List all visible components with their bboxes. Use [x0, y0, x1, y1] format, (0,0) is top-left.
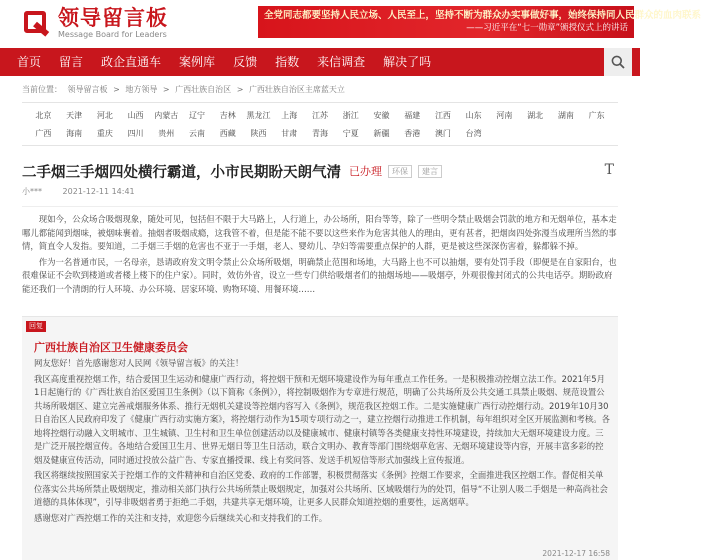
region-link[interactable]: 黑龙江	[246, 111, 271, 120]
breadcrumb-link-local-leaders[interactable]: 地方领导	[125, 85, 158, 94]
region-link[interactable]: 澳门	[434, 129, 451, 138]
nav-item-message[interactable]: 留言	[59, 55, 84, 69]
region-link[interactable]: 安徽	[373, 111, 390, 120]
logo-name: 领导留言板	[58, 6, 168, 30]
reply-badge: 回复	[26, 321, 46, 332]
region-link[interactable]: 河南	[496, 111, 513, 120]
search-icon	[611, 55, 625, 69]
region-link[interactable]: 香港	[404, 129, 421, 138]
reply-time: 2021-12-17 16:58	[542, 549, 610, 558]
site-logo[interactable]	[22, 6, 168, 40]
breadcrumb-separator: >	[113, 85, 120, 94]
region-link[interactable]: 北京	[35, 111, 52, 120]
region-link[interactable]: 上海	[281, 111, 298, 120]
post-time: 2021-12-11 14:41	[62, 187, 135, 196]
region-link[interactable]: 云南	[189, 129, 206, 138]
nav-item-survey[interactable]: 来信调查	[317, 55, 366, 69]
reply-body	[34, 357, 610, 527]
post-header	[22, 160, 618, 182]
region-link[interactable]: 重庆	[96, 129, 113, 138]
reply-paragraph: 网友您好！首先感谢您对人民网《领导留言板》的关注！	[34, 358, 244, 368]
region-link[interactable]: 内蒙古	[154, 111, 179, 120]
post-author: 小***	[22, 187, 42, 196]
region-link[interactable]: 陕西	[250, 129, 267, 138]
logo-icon	[22, 8, 52, 38]
region-link[interactable]: 江西	[434, 111, 451, 120]
region-link[interactable]: 西藏	[219, 129, 236, 138]
region-list	[22, 102, 618, 146]
region-link[interactable]: 广东	[588, 111, 605, 120]
region-link[interactable]: 天津	[66, 111, 83, 120]
quote-banner	[258, 6, 701, 38]
tag-environment[interactable]: 环保	[388, 165, 412, 178]
reply-paragraph: 我区高度重视控烟工作，结合爱国卫生运动和健康广西行动，将控烟干预和无烟环境建设作为每年重点工作任务。一是积极推动控烟立法工作。2021年5月1日起施行的《广西壮族自治区爱国卫生条例》（以下简称《条例》），将控制吸烟作为专章进行规范，明确了公共场所及公共交通工具禁止吸烟、规范设置公共场所吸烟区、建立完善戒烟服务体系、推行无烟机关建设等控烟内容写入《条例》，规范我区控烟工作。二是实施健康广西行动控烟行动。2019年10月30日自治区人民政府印发了《健康广西行动实施方案》，将控烟行动作为15项专项行动之一，建立控烟行动推进工作机制，每年组织对全区开展监测和考核。各地将控烟行动融入文明城市、卫生城镇、卫生村和卫生单位创建活动以及健康城市、健康村镇等各类健康支持性环境建设，持续加大无烟环境建设力度。三是广泛开展控烟宣传。各地结合爱国卫生月、世界无烟日等卫生日活动，联合文明办、教育等部门围绕烟草危害、无烟环境建设等内容，开展丰富多彩的控烟及健康宣传活动，同时通过投放公益广告、专家直播授课、线上有奖问答、发送手机短信等形式加强线上宣传报道。	[34, 373, 610, 465]
region-link[interactable]: 江苏	[311, 111, 328, 120]
nav-item-home[interactable]: 首页	[17, 55, 42, 69]
search-button[interactable]	[604, 48, 632, 76]
tag-suggestion[interactable]: 建言	[418, 165, 442, 178]
region-link[interactable]: 河北	[96, 111, 113, 120]
breadcrumb-link-board[interactable]: 领导留言板	[67, 85, 108, 94]
region-link[interactable]: 湖北	[527, 111, 544, 120]
breadcrumb-separator: >	[236, 85, 244, 94]
post-paragraph: 现如今，公众场合吸烟现象，随处可见，包括但不限于大马路上，人行道上，办公场所，阳台等等，除了一些明令禁止吸烟会罚款的地方和无烟单位，基本走哪儿都能闻到烟味，被烟味裹着。抽烟者吸烟成瘾，这我管不着，但是能不能不要以这些来作为危害其他人的理由，更有甚者，把烟囱四处弥漫当成理所当然的事情，简直令人发指。要知道，二手烟三手烟的危害也不亚于一手烟，老人、婴幼儿、孕妇等需要重点保护的人群，更是被这些深深伤害着，躲都躲不掉。	[22, 214, 617, 251]
breadcrumb	[0, 76, 640, 98]
region-link[interactable]: 台湾	[465, 129, 482, 138]
breadcrumb-link-leader[interactable]: 广西壮族自治区主席蓝天立	[248, 85, 345, 94]
region-link[interactable]: 湖南	[557, 111, 574, 120]
divider	[22, 206, 618, 207]
region-link[interactable]: 吉林	[219, 111, 236, 120]
post-title: 二手烟三手烟四处横行霸道，小市民期盼天朗气清	[22, 164, 341, 181]
region-link[interactable]: 山东	[465, 111, 482, 120]
nav-item-gov-enterprise[interactable]: 政企直通车	[101, 55, 162, 69]
main-nav	[0, 48, 640, 76]
region-link[interactable]: 海南	[66, 129, 83, 138]
reply-organization: 广西壮族自治区卫生健康委员会	[34, 341, 188, 354]
region-link[interactable]: 浙江	[342, 111, 359, 120]
reply-paragraph: 我区将继续按照国家关于控烟工作的文件精神和自治区党委、政府的工作部署，积极贯彻落实《条例》控烟工作要求，全面推进我区控烟工作。督促相关单位落实公共场所禁止吸烟规定，推动相关部门执行公共场所禁止吸烟规定，加强对公共场所、区域吸烟行为的处罚，倡导“不让别人吸二手烟是一种高尚社会道德的具体体现”，引导非吸烟者勇于拒绝二手烟，共建共享无烟环境，让更多人民群众知道控烟的重要性，远离烟草。	[34, 470, 608, 507]
breadcrumb-prefix: 当前位置：	[22, 85, 62, 94]
nav-item-case-library[interactable]: 案例库	[179, 55, 216, 69]
region-link[interactable]: 青海	[311, 129, 328, 138]
breadcrumb-link-guangxi[interactable]: 广西壮族自治区	[175, 85, 232, 94]
region-link[interactable]: 山西	[127, 111, 144, 120]
region-link[interactable]: 四川	[127, 129, 144, 138]
breadcrumb-separator: >	[162, 85, 170, 94]
nav-item-feedback[interactable]: 反馈	[233, 55, 258, 69]
nav-item-index[interactable]: 指数	[275, 55, 300, 69]
banner-line-1: 全党同志都要坚持人民立场、人民至上，坚持不断为群众办实事做好事，始终保持同人民群众的血肉联系	[264, 10, 701, 21]
site-header	[0, 0, 701, 48]
post-body	[22, 213, 618, 296]
region-link[interactable]: 新疆	[373, 129, 390, 138]
banner-line-2: ——习近平在“七一勋章”颁授仪式上的讲话	[466, 23, 628, 33]
status-badge: 已办理	[349, 165, 382, 178]
reply-paragraph: 感谢您对广西控烟工作的关注和支持，欢迎您今后继续关心和支持我们的工作。	[34, 512, 328, 523]
post-meta	[22, 186, 618, 200]
font-size-toggle[interactable]: T	[604, 162, 614, 178]
nav-item-solved[interactable]: 解决了吗	[383, 55, 432, 69]
reply-box	[22, 316, 618, 560]
region-link[interactable]: 辽宁	[189, 111, 206, 120]
region-link[interactable]: 贵州	[158, 129, 175, 138]
region-link[interactable]: 福建	[404, 111, 421, 120]
region-link[interactable]: 宁夏	[342, 129, 359, 138]
region-link[interactable]: 广西	[35, 129, 52, 138]
post-paragraph: 作为一名普通市民，一名母亲，恳请政府发文明令禁止公众场所吸烟，明确禁止范围和场地，大马路上也不可以抽烟，要有处罚手段（即便是在自家阳台，也很难保证不会吹到楼道或者楼上楼下的住户家）。同时，效仿外省，设立一些专门供给吸烟者们的抽烟场地——吸烟亭，外观很像封闭式的公共电话亭。期盼政府能还我们一个清朗的行人环境、办公环境、居家环境、购物环境、用餐环境……	[22, 256, 617, 294]
region-link[interactable]: 甘肃	[281, 129, 298, 138]
logo-subtitle: Message Board for Leaders	[58, 30, 167, 39]
